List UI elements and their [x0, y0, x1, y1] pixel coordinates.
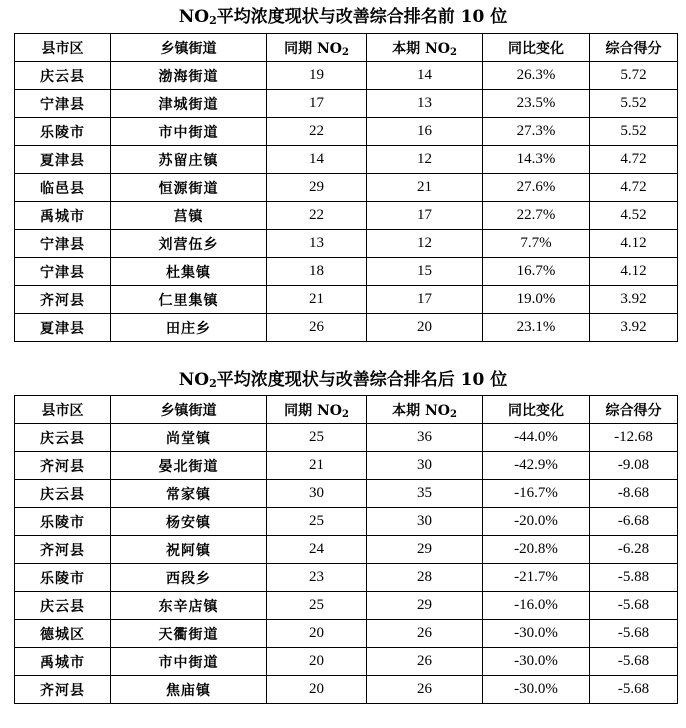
cell-county: 禹城市: [15, 202, 111, 230]
cell-prev-no2: 20: [267, 620, 367, 648]
cell-county: 庆云县: [15, 424, 111, 452]
cell-county: 庆云县: [15, 480, 111, 508]
table-row: [15, 62, 678, 90]
cell-curr-no2: 28: [367, 564, 483, 592]
cell-county: 齐河县: [15, 452, 111, 480]
cell-county: 宁津县: [15, 258, 111, 286]
table-row: [15, 480, 678, 508]
cell-curr-no2: 30: [367, 508, 483, 536]
table-row: [15, 676, 678, 704]
cell-prev-no2: 14: [267, 146, 367, 174]
cell-change: -42.9%: [483, 452, 590, 480]
cell-town: 东辛店镇: [111, 592, 267, 620]
cell-score: 5.52: [590, 90, 678, 118]
table-row: [15, 620, 678, 648]
cell-prev-no2: 19: [267, 62, 367, 90]
cell-town: 莒镇: [111, 202, 267, 230]
cell-county: 齐河县: [15, 676, 111, 704]
title-subscript: 2: [209, 377, 217, 390]
cell-score: 4.72: [590, 146, 678, 174]
table-row: [15, 90, 678, 118]
cell-score: -9.08: [590, 452, 678, 480]
cell-curr-no2: 17: [367, 202, 483, 230]
header-curr-sub: 2: [449, 408, 457, 420]
cell-town: 尚堂镇: [111, 424, 267, 452]
cell-curr-no2: 14: [367, 62, 483, 90]
cell-score: 3.92: [590, 314, 678, 342]
top10-ranking-table: [14, 33, 678, 342]
bottom10-ranking-table: [14, 395, 678, 704]
header-row: [15, 396, 678, 424]
bottom10-table-body: [15, 424, 678, 704]
table-row: [15, 258, 678, 286]
cell-curr-no2: 29: [367, 536, 483, 564]
cell-county: 庆云县: [15, 592, 111, 620]
cell-score: -5.88: [590, 564, 678, 592]
cell-prev-no2: 29: [267, 174, 367, 202]
cell-curr-no2: 12: [367, 146, 483, 174]
cell-town: 市中街道: [111, 118, 267, 146]
title-prefix: NO: [178, 7, 210, 27]
cell-prev-no2: 26: [267, 314, 367, 342]
header-prev-sub: 2: [341, 408, 349, 420]
header-prev-no2: [267, 396, 367, 424]
table-row: [15, 286, 678, 314]
header-prev-label: 同期 NO: [284, 40, 342, 57]
cell-town: 焦庙镇: [111, 676, 267, 704]
cell-county: 乐陵市: [15, 118, 111, 146]
cell-curr-no2: 29: [367, 592, 483, 620]
cell-town: 市中街道: [111, 648, 267, 676]
cell-county: 齐河县: [15, 536, 111, 564]
top10-table-title: [0, 3, 686, 31]
table-row: [15, 202, 678, 230]
cell-prev-no2: 23: [267, 564, 367, 592]
cell-score: 4.12: [590, 230, 678, 258]
cell-change: 22.7%: [483, 202, 590, 230]
cell-change: -30.0%: [483, 648, 590, 676]
header-change: 同比变化: [483, 396, 590, 424]
table-row: [15, 118, 678, 146]
bottom10-table-title: [0, 366, 686, 394]
table-row: [15, 648, 678, 676]
cell-change: -21.7%: [483, 564, 590, 592]
cell-curr-no2: 30: [367, 452, 483, 480]
cell-curr-no2: 21: [367, 174, 483, 202]
header-prev-no2: [267, 34, 367, 62]
cell-change: 19.0%: [483, 286, 590, 314]
cell-prev-no2: 25: [267, 424, 367, 452]
cell-score: -5.68: [590, 676, 678, 704]
cell-change: 7.7%: [483, 230, 590, 258]
cell-town: 津城街道: [111, 90, 267, 118]
table-row: [15, 146, 678, 174]
header-town: 乡镇街道: [111, 396, 267, 424]
cell-score: 4.52: [590, 202, 678, 230]
cell-curr-no2: 17: [367, 286, 483, 314]
table-row: [15, 564, 678, 592]
cell-town: 天衢街道: [111, 620, 267, 648]
cell-change: 16.7%: [483, 258, 590, 286]
cell-county: 德城区: [15, 620, 111, 648]
title-prefix: NO: [178, 370, 210, 390]
cell-curr-no2: 15: [367, 258, 483, 286]
cell-county: 宁津县: [15, 230, 111, 258]
cell-score: 5.52: [590, 118, 678, 146]
table-row: [15, 508, 678, 536]
cell-change: -16.0%: [483, 592, 590, 620]
cell-score: 5.72: [590, 62, 678, 90]
title-suffix: 平均浓度现状与改善综合排名前 10 位: [216, 7, 508, 27]
cell-county: 齐河县: [15, 286, 111, 314]
cell-prev-no2: 18: [267, 258, 367, 286]
cell-county: 乐陵市: [15, 508, 111, 536]
cell-change: 14.3%: [483, 146, 590, 174]
cell-town: 西段乡: [111, 564, 267, 592]
cell-curr-no2: 16: [367, 118, 483, 146]
cell-curr-no2: 13: [367, 90, 483, 118]
header-curr-sub: 2: [449, 46, 457, 58]
cell-prev-no2: 21: [267, 286, 367, 314]
top10-table-body: [15, 62, 678, 342]
cell-prev-no2: 21: [267, 452, 367, 480]
cell-town: 田庄乡: [111, 314, 267, 342]
cell-curr-no2: 20: [367, 314, 483, 342]
cell-change: -16.7%: [483, 480, 590, 508]
cell-score: -8.68: [590, 480, 678, 508]
cell-score: -5.68: [590, 648, 678, 676]
cell-prev-no2: 24: [267, 536, 367, 564]
cell-county: 夏津县: [15, 146, 111, 174]
cell-curr-no2: 12: [367, 230, 483, 258]
cell-change: 27.3%: [483, 118, 590, 146]
cell-county: 庆云县: [15, 62, 111, 90]
header-curr-label: 本期 NO: [392, 402, 450, 419]
cell-prev-no2: 20: [267, 648, 367, 676]
cell-score: 4.72: [590, 174, 678, 202]
header-curr-label: 本期 NO: [392, 40, 450, 57]
cell-county: 夏津县: [15, 314, 111, 342]
cell-curr-no2: 35: [367, 480, 483, 508]
cell-score: -5.68: [590, 620, 678, 648]
cell-town: 杜集镇: [111, 258, 267, 286]
cell-change: 27.6%: [483, 174, 590, 202]
cell-curr-no2: 26: [367, 676, 483, 704]
cell-prev-no2: 13: [267, 230, 367, 258]
title-subscript: 2: [209, 14, 217, 27]
cell-town: 晏北街道: [111, 452, 267, 480]
header-score: 综合得分: [590, 34, 678, 62]
header-town: 乡镇街道: [111, 34, 267, 62]
cell-curr-no2: 36: [367, 424, 483, 452]
cell-change: 26.3%: [483, 62, 590, 90]
cell-town: 刘营伍乡: [111, 230, 267, 258]
table-row: [15, 452, 678, 480]
table-row: [15, 314, 678, 342]
cell-town: 常家镇: [111, 480, 267, 508]
cell-county: 禹城市: [15, 648, 111, 676]
header-row: [15, 34, 678, 62]
cell-curr-no2: 26: [367, 620, 483, 648]
header-score: 综合得分: [590, 396, 678, 424]
cell-town: 恒源街道: [111, 174, 267, 202]
cell-change: -20.8%: [483, 536, 590, 564]
table-row: [15, 592, 678, 620]
cell-town: 苏留庄镇: [111, 146, 267, 174]
cell-county: 乐陵市: [15, 564, 111, 592]
cell-prev-no2: 22: [267, 118, 367, 146]
header-curr-no2: [367, 34, 483, 62]
cell-prev-no2: 20: [267, 676, 367, 704]
cell-change: 23.5%: [483, 90, 590, 118]
cell-town: 祝阿镇: [111, 536, 267, 564]
cell-town: 渤海街道: [111, 62, 267, 90]
cell-town: 仁里集镇: [111, 286, 267, 314]
header-change: 同比变化: [483, 34, 590, 62]
title-suffix: 平均浓度现状与改善综合排名后 10 位: [216, 370, 508, 390]
table-row: [15, 424, 678, 452]
table-row: [15, 536, 678, 564]
cell-change: -44.0%: [483, 424, 590, 452]
cell-change: -30.0%: [483, 620, 590, 648]
cell-change: -30.0%: [483, 676, 590, 704]
cell-score: 4.12: [590, 258, 678, 286]
cell-prev-no2: 25: [267, 508, 367, 536]
header-county: 县市区: [15, 34, 111, 62]
cell-curr-no2: 26: [367, 648, 483, 676]
cell-score: 3.92: [590, 286, 678, 314]
cell-change: 23.1%: [483, 314, 590, 342]
header-county: 县市区: [15, 396, 111, 424]
table-row: [15, 174, 678, 202]
cell-county: 临邑县: [15, 174, 111, 202]
cell-prev-no2: 17: [267, 90, 367, 118]
header-curr-no2: [367, 396, 483, 424]
cell-town: 杨安镇: [111, 508, 267, 536]
cell-score: -5.68: [590, 592, 678, 620]
cell-prev-no2: 30: [267, 480, 367, 508]
cell-prev-no2: 25: [267, 592, 367, 620]
cell-change: -20.0%: [483, 508, 590, 536]
cell-county: 宁津县: [15, 90, 111, 118]
cell-prev-no2: 22: [267, 202, 367, 230]
cell-score: -6.68: [590, 508, 678, 536]
header-prev-sub: 2: [341, 46, 349, 58]
header-prev-label: 同期 NO: [284, 402, 342, 419]
cell-score: -6.28: [590, 536, 678, 564]
cell-score: -12.68: [590, 424, 678, 452]
table-row: [15, 230, 678, 258]
